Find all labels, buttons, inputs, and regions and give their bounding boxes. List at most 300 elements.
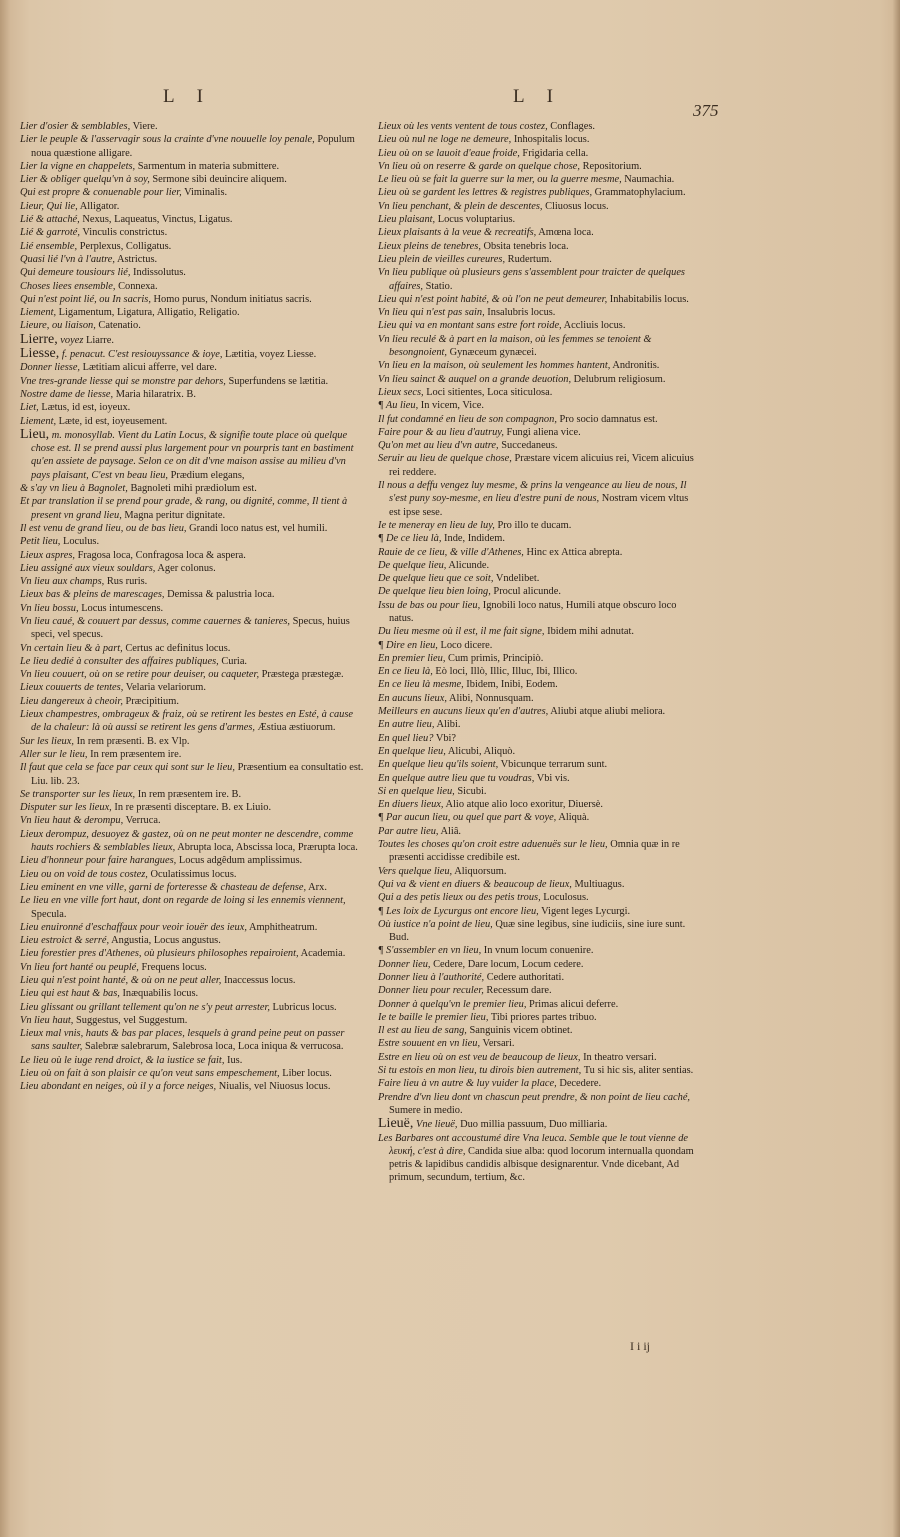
latin-gloss: Homo purus, Nondum initiatus sacris. — [150, 293, 312, 305]
french-phrase: En quelque lieu, — [378, 745, 446, 757]
dictionary-entry — [20, 894, 365, 921]
latin-gloss: Ibidem mihi adnutat. — [544, 626, 634, 638]
dictionary-entry — [20, 642, 365, 655]
latin-gloss: Lætitiam alicui afferre, vel dare. — [80, 362, 217, 374]
dictionary-entry — [378, 519, 695, 532]
dictionary-entry — [378, 732, 695, 745]
dictionary-entry — [20, 347, 365, 361]
latin-gloss: Sermone sibi deuincire aliquem. — [149, 174, 287, 186]
french-phrase: Aller sur le lieu, — [20, 748, 88, 760]
latin-gloss: Niualis, vel Niuosus locus. — [216, 1081, 331, 1093]
dictionary-entry — [378, 798, 695, 811]
latin-gloss: Præstega præstegæ. — [259, 669, 344, 681]
latin-gloss: Viere. — [130, 121, 158, 132]
french-phrase: Estre souuent en vn lieu, — [378, 1038, 481, 1050]
dictionary-entry — [20, 319, 365, 332]
latin-gloss: Ligamentum, Ligatura, Alligatio, Religatio. — [56, 307, 240, 319]
latin-gloss: Ibidem, Inibi, Eodem. — [463, 679, 558, 691]
dictionary-entry — [20, 333, 365, 347]
french-phrase: Donner lieu, — [378, 958, 431, 970]
dictionary-entry — [20, 562, 365, 575]
latin-gloss: Connexa. — [115, 280, 158, 292]
french-phrase: Lieu d'honneur pour faire harangues, — [20, 855, 177, 867]
french-phrase: voyez — [57, 334, 84, 346]
latin-gloss: Alligator. — [77, 200, 120, 212]
french-phrase: Donner lieu à l'authorité, — [378, 972, 485, 983]
french-phrase: Ie te baille le premier lieu, — [378, 1011, 489, 1023]
french-phrase: Si en quelque lieu, — [378, 785, 455, 797]
dictionary-entry — [378, 240, 695, 253]
latin-gloss: Insalubris locus. — [484, 307, 556, 319]
french-phrase: Vn lieu en la maison, où seulement les hommes hantent, — [378, 360, 611, 372]
dictionary-entry — [378, 971, 695, 984]
dictionary-entry — [378, 306, 695, 319]
french-phrase: Lieu où se gardent les lettres & registres publiques, — [378, 187, 593, 199]
french-phrase: Rauie de ce lieu, & ville d'Athenes, — [378, 546, 524, 558]
dictionary-entry — [20, 266, 365, 279]
dictionary-entry — [378, 120, 695, 133]
latin-gloss: Superfundens se lætitia. — [225, 375, 329, 387]
french-phrase: En ce lieu là, — [378, 666, 433, 678]
latin-gloss: Gynæceum gynæcei. — [447, 347, 537, 359]
latin-gloss: Bagnoleti mihi prædiolum est. — [127, 483, 257, 495]
french-phrase: De quelque lieu bien loing, — [378, 586, 491, 598]
french-phrase: Vn lieu reculé & à part en la maison, où les femmes se tenoient & besongnoient, — [378, 333, 652, 359]
french-phrase: Donner liesse, — [20, 362, 81, 374]
latin-gloss: Liber locus. — [279, 1068, 332, 1080]
latin-gloss: Præcipitium. — [122, 695, 179, 707]
latin-gloss: Pro illo te ducam. — [494, 519, 572, 531]
latin-gloss: Alio atque alio loco exoritur, Diuersè. — [443, 799, 603, 811]
latin-gloss: Sumere in medio. — [389, 1104, 463, 1116]
french-phrase: Vn certain lieu & à part, — [20, 642, 123, 654]
dictionary-entry — [378, 266, 695, 293]
dictionary-entry — [20, 588, 365, 601]
french-phrase: Le lieu dedié à consulter des affaires publiques, — [20, 655, 219, 667]
dictionary-entry — [378, 133, 695, 146]
french-phrase: Toutes les choses qu'on croit estre aduenuës sur le lieu, — [378, 839, 608, 851]
dictionary-entry — [20, 482, 365, 495]
latin-gloss: Rus ruris. — [104, 576, 148, 588]
dictionary-entry — [378, 652, 695, 665]
french-phrase: En quel lieu? — [378, 732, 434, 744]
latin-gloss: Repositorium. — [580, 160, 642, 172]
dictionary-entry — [20, 695, 365, 708]
dictionary-entry — [378, 678, 695, 691]
page-number: 375 — [693, 101, 719, 120]
latin-gloss: Loculosus. — [540, 892, 589, 904]
french-phrase: Où iustice n'a point de lieu, — [378, 918, 493, 930]
latin-gloss: Læte, id est, ioyeusement. — [56, 415, 168, 427]
latin-gloss: Lubricus locus. — [269, 1001, 337, 1013]
french-phrase: Lieu forestier pres d'Athenes, où plusieurs philosophes repairoient, — [20, 948, 299, 960]
dictionary-entry — [378, 811, 695, 824]
french-phrase: Lieu ou on void de tous costez, — [20, 868, 148, 880]
latin-gloss: Inaccessus locus. — [221, 975, 296, 986]
latin-gloss: Tibi priores partes tribuo. — [488, 1011, 597, 1023]
french-phrase: Lieux secs, — [378, 386, 424, 398]
dictionary-entry — [20, 761, 365, 788]
dictionary-entry — [378, 413, 695, 426]
dictionary-entry — [20, 1054, 365, 1067]
french-phrase: Lieu eminent en vne ville, garni de forteresse & chasteau de defense, — [20, 881, 307, 893]
french-phrase: Qui demeure tousiours lié, — [20, 267, 131, 279]
latin-gloss: In theatro versari. — [580, 1051, 657, 1063]
latin-gloss: Alicunde. — [446, 559, 490, 571]
french-phrase: Qui a des petis lieux ou des petis trous, — [378, 892, 541, 904]
french-phrase: Qui est propre & conuenable pour lier, — [20, 187, 182, 199]
french-phrase: Nostre dame de liesse, — [20, 388, 114, 400]
latin-gloss: In vicem, Vice. — [418, 400, 485, 412]
headword: Liesse, — [20, 346, 60, 362]
french-phrase: De quelque lieu, — [378, 559, 447, 571]
french-phrase: Lieu qui n'est point hanté, & où on ne peut aller, — [20, 975, 222, 986]
dictionary-entry — [378, 665, 695, 678]
dictionary-entry — [20, 522, 365, 535]
french-phrase: En autre lieu, — [378, 719, 435, 731]
latin-gloss: Liarre. — [83, 334, 114, 346]
french-phrase: Vn lieu caué, & couuert par dessus, comme cauernes & tanieres, — [20, 615, 291, 627]
dictionary-entry — [20, 306, 365, 319]
latin-gloss: Cum primis, Principiò. — [445, 652, 544, 664]
french-phrase: ¶ S'assembler en vn lieu, — [378, 945, 482, 957]
latin-gloss: In vnum locum conuenire. — [481, 945, 594, 957]
french-phrase: Du lieu mesme où il est, il me fait signe, — [378, 626, 545, 638]
latin-gloss: Tu si hic sis, aliter sentias. — [581, 1065, 694, 1077]
dictionary-entry — [20, 947, 365, 960]
french-phrase: ¶ Au lieu, — [378, 400, 419, 412]
dictionary-entry — [20, 655, 365, 668]
dictionary-entry — [20, 708, 365, 735]
french-phrase: Issu de bas ou pour lieu, — [378, 599, 481, 611]
french-phrase: f. penacut. C'est resiouyssance & ioye, — [59, 349, 223, 361]
dictionary-entry — [20, 828, 365, 855]
dictionary-entry — [378, 373, 695, 386]
latin-gloss: Indissolutus. — [130, 267, 186, 279]
french-phrase: Il fut condamné en lieu de son compagnon, — [378, 413, 557, 425]
dictionary-entry — [378, 905, 695, 918]
french-phrase: Lieu enuironné d'eschaffaux pour veoir iouër des ieux, — [20, 921, 247, 933]
dictionary-entry — [20, 173, 365, 186]
running-head-right: L I — [513, 86, 562, 107]
french-phrase: Vn lieu qui n'est pas sain, — [378, 307, 485, 319]
latin-gloss: Æstiua æstiuorum. — [254, 722, 336, 734]
french-phrase: Choses liees ensemble, — [20, 280, 116, 292]
latin-gloss: Frequens locus. — [138, 961, 207, 973]
latin-gloss: Succedaneus. — [498, 440, 558, 452]
dictionary-entry — [20, 293, 365, 306]
french-phrase: Lier d'osier & semblables, — [20, 121, 131, 132]
french-phrase: Lié & garroté, — [20, 227, 80, 239]
french-phrase: Lieu assigné aux vieux souldars, — [20, 562, 156, 574]
dictionary-entry — [20, 535, 365, 548]
dictionary-entry — [20, 133, 365, 160]
french-phrase: Lieu plaisant, — [378, 214, 436, 226]
latin-gloss: Statio. — [422, 280, 453, 292]
french-phrase: Lier le peuple & l'asservagir sous la crainte d'vne nouuelle loy penale, — [20, 134, 315, 146]
dictionary-entry — [378, 359, 695, 372]
dictionary-entry — [20, 1080, 365, 1093]
latin-gloss: Sanguinis vicem obtinet. — [466, 1025, 573, 1037]
headword: Lierre, — [20, 331, 58, 347]
french-phrase: Quasi lié l'vn à l'autre, — [20, 253, 115, 265]
dictionary-entry — [378, 532, 695, 545]
latin-gloss: Cliuosus locus. — [542, 200, 609, 212]
dictionary-entry — [378, 173, 695, 186]
dictionary-entry — [378, 399, 695, 412]
latin-gloss: Maria hilaratrix. B. — [113, 388, 196, 400]
french-phrase: Ie te meneray en lieu de luy, — [378, 519, 495, 531]
latin-gloss: Nexus, Laqueatus, Vinctus, Ligatus. — [79, 214, 233, 226]
latin-gloss: Grammatophylacium. — [592, 187, 686, 199]
french-phrase: Lieux couuerts de tentes, — [20, 682, 124, 694]
french-phrase: Les Barbares ont accoustumé dire Vna leuca. Semble que le tout vienne de λευκή, c'est à dire, — [378, 1132, 689, 1157]
french-phrase: Lieu estroict & serré, — [20, 935, 110, 947]
french-phrase: Il est au lieu de sang, — [378, 1025, 467, 1037]
dictionary-entry — [378, 878, 695, 891]
dictionary-entry — [378, 958, 695, 971]
latin-gloss: Ager colonus. — [155, 562, 216, 574]
french-phrase: Sur les lieux, — [20, 735, 74, 747]
dictionary-entry — [20, 934, 365, 947]
dictionary-entry — [20, 974, 365, 987]
french-phrase: Estre en lieu où on est veu de beaucoup de lieux, — [378, 1051, 581, 1063]
dictionary-entry — [20, 186, 365, 199]
dictionary-entry — [20, 375, 365, 388]
dictionary-entry — [378, 1024, 695, 1037]
latin-gloss: Vbi vis. — [534, 772, 570, 784]
latin-gloss: Aliquà. — [556, 812, 590, 824]
french-phrase: Qui va & vient en diuers & beaucoup de lieux, — [378, 878, 572, 890]
french-phrase: Vn lieu sainct & auquel on a grande deuotion, — [378, 373, 572, 385]
french-phrase: Lieux bas & pleins de marescages, — [20, 589, 165, 601]
left-column — [20, 120, 365, 1094]
french-phrase: Et par translation il se prend pour grade, & rang, ou dignité, comme, Il tient à present vn grand lieu, — [20, 496, 348, 521]
french-phrase: Qu'on met au lieu d'vn autre, — [378, 440, 499, 452]
latin-gloss: Loculus. — [60, 536, 100, 548]
dictionary-entry — [20, 854, 365, 867]
latin-gloss: Omnia quæ in re præsenti accidisse credibile est. — [389, 839, 680, 864]
latin-gloss: Grandi loco natus est, vel humili. — [186, 522, 328, 534]
french-phrase: Lieu où nul ne loge ne demeure, — [378, 134, 512, 146]
dictionary-entry — [378, 772, 695, 785]
latin-gloss: Frigidaria cella. — [519, 147, 589, 159]
latin-gloss: Arx. — [306, 881, 327, 893]
french-phrase: Lieu qui n'est point habité, & où l'on ne peut demeurer, — [378, 293, 608, 305]
latin-gloss: Inæquabilis locus. — [119, 988, 199, 1000]
dictionary-entry — [378, 785, 695, 798]
latin-gloss: Versari. — [480, 1038, 515, 1050]
latin-gloss: Aliquorsum. — [452, 865, 507, 877]
dictionary-entry — [378, 479, 695, 519]
french-phrase: Si tu estois en mon lieu, tu dirois bien autrement, — [378, 1065, 582, 1077]
french-phrase: Vn lieu haut & derompu, — [20, 815, 124, 827]
dictionary-entry — [20, 615, 365, 642]
latin-gloss: Vigent leges Lycurgi. — [538, 905, 631, 917]
french-phrase: Lieux champestres, ombrageux & fraiz, où se retirent les bestes en Esté, à cause de la chaleur: là où aussi se retirent les gens d'armes, — [20, 709, 354, 734]
dictionary-entry — [378, 745, 695, 758]
latin-gloss: Vbi? — [433, 732, 457, 744]
latin-gloss: Pro socio damnatus est. — [556, 413, 658, 425]
french-phrase: ¶ Dire en lieu, — [378, 639, 438, 651]
dictionary-entry — [20, 361, 365, 374]
dictionary-entry — [20, 415, 365, 428]
latin-gloss: Aliâ. — [438, 825, 462, 837]
french-phrase: Le lieu en vne ville fort haut, dont on regarde de loing si les ennemis viennent, — [20, 895, 346, 907]
dictionary-entry — [378, 186, 695, 199]
latin-gloss: Sarmentum in materia submittere. — [135, 160, 280, 172]
french-phrase: Lieu dangereux à cheoir, — [20, 695, 123, 707]
dictionary-entry — [20, 1014, 365, 1027]
dictionary-entry — [378, 1011, 695, 1024]
latin-gloss: Locus intumescens. — [78, 602, 164, 614]
dictionary-entry — [20, 495, 365, 522]
dictionary-entry — [20, 1001, 365, 1014]
latin-gloss: Procul alicunde. — [490, 586, 561, 598]
latin-gloss: Salebræ salebrarum, Salebrosa loca, Loca iniqua & verrucosa. — [82, 1041, 344, 1053]
dictionary-entry — [378, 625, 695, 638]
dictionary-entry — [378, 1091, 695, 1118]
latin-gloss: Specula. — [31, 908, 67, 920]
latin-gloss: Certus ac definitus locus. — [122, 642, 231, 654]
dictionary-entry — [20, 240, 365, 253]
dictionary-entry — [378, 758, 695, 771]
latin-gloss: Amphitheatrum. — [246, 921, 318, 933]
dictionary-entry — [378, 1077, 695, 1090]
french-phrase: Lié ensemble, — [20, 240, 78, 252]
latin-gloss: Populum noua quæstione alligare. — [31, 134, 355, 159]
dictionary-entry — [378, 572, 695, 585]
dictionary-entry — [378, 253, 695, 266]
latin-gloss: Inhospitalis locus. — [511, 134, 590, 146]
french-phrase: En quelque lieu qu'ils soient, — [378, 759, 499, 771]
dictionary-entry — [20, 668, 365, 681]
dictionary-entry — [20, 921, 365, 934]
french-phrase: Qui n'est point lié, ou In sacris, — [20, 293, 151, 305]
latin-gloss: Præstare vicem alicuius rei, Vicem alicuius rei reddere. — [389, 453, 694, 478]
french-phrase: Seruir au lieu de quelque chose, — [378, 453, 512, 465]
latin-gloss: Prædium elegans, — [168, 469, 245, 481]
french-phrase: Donner lieu pour reculer, — [378, 985, 484, 997]
french-phrase: Vn lieu couuert, où on se retire pour deuiser, ou caqueter, — [20, 669, 260, 681]
french-phrase: Liement, — [20, 415, 57, 427]
latin-gloss: Eò loci, Illò, Illic, Illuc, Ibi, Illico. — [432, 666, 578, 678]
latin-gloss: Angustia, Locus angustus. — [109, 935, 221, 947]
french-phrase: Par autre lieu, — [378, 825, 439, 837]
latin-gloss: Lætitia, voyez Liesse. — [222, 349, 317, 361]
french-phrase: Lieu qui est haut & bas, — [20, 988, 120, 1000]
dictionary-entry — [378, 452, 695, 479]
dictionary-entry — [20, 280, 365, 293]
signature-mark: I i ij — [630, 1339, 650, 1353]
french-phrase: En ce lieu là mesme, — [378, 679, 464, 691]
dictionary-entry — [378, 1132, 695, 1185]
french-phrase: En premier lieu, — [378, 652, 446, 664]
french-phrase: Faire pour & au lieu d'autruy, — [378, 426, 504, 438]
dictionary-entry — [378, 546, 695, 559]
dictionary-entry — [378, 718, 695, 731]
latin-gloss: Alicubi, Aliquò. — [445, 745, 516, 757]
dictionary-entry — [20, 814, 365, 827]
latin-gloss: Ignobili loco natus, Humili atque obscuro loco natus. — [389, 599, 677, 624]
french-phrase: Lieur, Qui lie, — [20, 200, 78, 212]
latin-gloss: Locus adgêdum amplissimus. — [176, 855, 303, 867]
french-phrase: En aucuns lieux, — [378, 692, 447, 704]
french-phrase: Lieu plein de vieilles cureures, — [378, 253, 506, 265]
dictionary-entry — [378, 918, 695, 945]
latin-gloss: Cedere authoritati. — [484, 972, 565, 983]
latin-gloss: Astrictus. — [114, 253, 158, 265]
french-phrase: Vn lieu haut, — [20, 1014, 74, 1026]
french-phrase: Lieux pleins de tenebres, — [378, 240, 481, 252]
dictionary-entry — [378, 226, 695, 239]
dictionary-entry — [378, 599, 695, 626]
latin-gloss: Velaria velariorum. — [123, 682, 206, 694]
latin-gloss: Viminalis. — [181, 187, 228, 199]
headword: Lieu, — [20, 426, 50, 442]
french-phrase: Vers quelque lieu, — [378, 865, 453, 877]
french-phrase: Il faut que cela se face par ceux qui sont sur le lieu, — [20, 762, 235, 774]
latin-gloss: Quæ sine legibus, sine iudiciis, sine iure sunt. Bud. — [389, 918, 686, 944]
french-phrase: Vne lieuë, — [413, 1119, 458, 1131]
latin-gloss: Recessum dare. — [483, 985, 552, 997]
french-phrase: Vn lieu publique où plusieurs gens s'assemblent pour traicter de quelques affaires, — [378, 267, 685, 292]
french-phrase: Lieux aspres, — [20, 549, 76, 561]
dictionary-entry — [20, 388, 365, 401]
latin-gloss: Suggestus, vel Suggestum. — [73, 1014, 188, 1026]
dictionary-entry — [20, 788, 365, 801]
latin-gloss: Amœna loca. — [536, 227, 594, 239]
french-phrase: Se transporter sur les lieux, — [20, 788, 136, 800]
headword: Lieuë, — [378, 1116, 414, 1132]
dictionary-entry — [378, 319, 695, 332]
page-gutter-shadow — [0, 0, 10, 1537]
latin-gloss: Locus voluptarius. — [435, 214, 516, 226]
latin-gloss: Accliuis locus. — [561, 320, 626, 332]
dictionary-entry — [378, 293, 695, 306]
dictionary-entry — [20, 160, 365, 173]
latin-gloss: Candida siue alba: quod locorum internualla quondam petris & lapidibus candidis albisque designarentur. Vnde dicebant, Ad primum, secundum, tertium, &c. — [389, 1145, 694, 1184]
latin-gloss: Delubrum religiosum. — [571, 373, 666, 385]
french-phrase: De quelque lieu que ce soit, — [378, 573, 494, 585]
latin-gloss: Oculatissimus locus. — [147, 868, 237, 880]
latin-gloss: Rudertum. — [505, 253, 552, 265]
latin-gloss: Loco dicere. — [437, 639, 493, 651]
latin-gloss: In rem præsenti. B. ex Vlp. — [73, 735, 190, 747]
dictionary-entry — [378, 559, 695, 572]
latin-gloss: Cedere, Dare locum, Locum cedere. — [430, 958, 584, 970]
latin-gloss: Perplexus, Colligatus. — [77, 240, 172, 252]
dictionary-entry — [20, 961, 365, 974]
latin-gloss: Primas alicui deferre. — [526, 998, 619, 1010]
dictionary-entry — [20, 681, 365, 694]
latin-gloss: Vndelibet. — [493, 573, 540, 585]
dictionary-entry — [20, 1027, 365, 1054]
latin-gloss: Demissa & palustria loca. — [164, 589, 275, 601]
french-phrase: Lieux mal vnis, hauts & bas par places, lesquels à grand peine peut on passer sans saulter, — [20, 1028, 345, 1053]
french-phrase: Lié & attaché, — [20, 214, 80, 226]
french-phrase: En diuers lieux, — [378, 799, 444, 811]
dictionary-entry — [378, 1064, 695, 1077]
french-phrase: Liement, — [20, 307, 57, 319]
dictionary-entry — [20, 200, 365, 213]
dictionary-entry — [20, 881, 365, 894]
latin-gloss: Academia. — [298, 948, 346, 960]
dictionary-entry — [378, 585, 695, 598]
dictionary-entry — [20, 602, 365, 615]
dictionary-entry — [378, 838, 695, 865]
latin-gloss: Aliubi atque aliubi meliora. — [548, 706, 666, 718]
